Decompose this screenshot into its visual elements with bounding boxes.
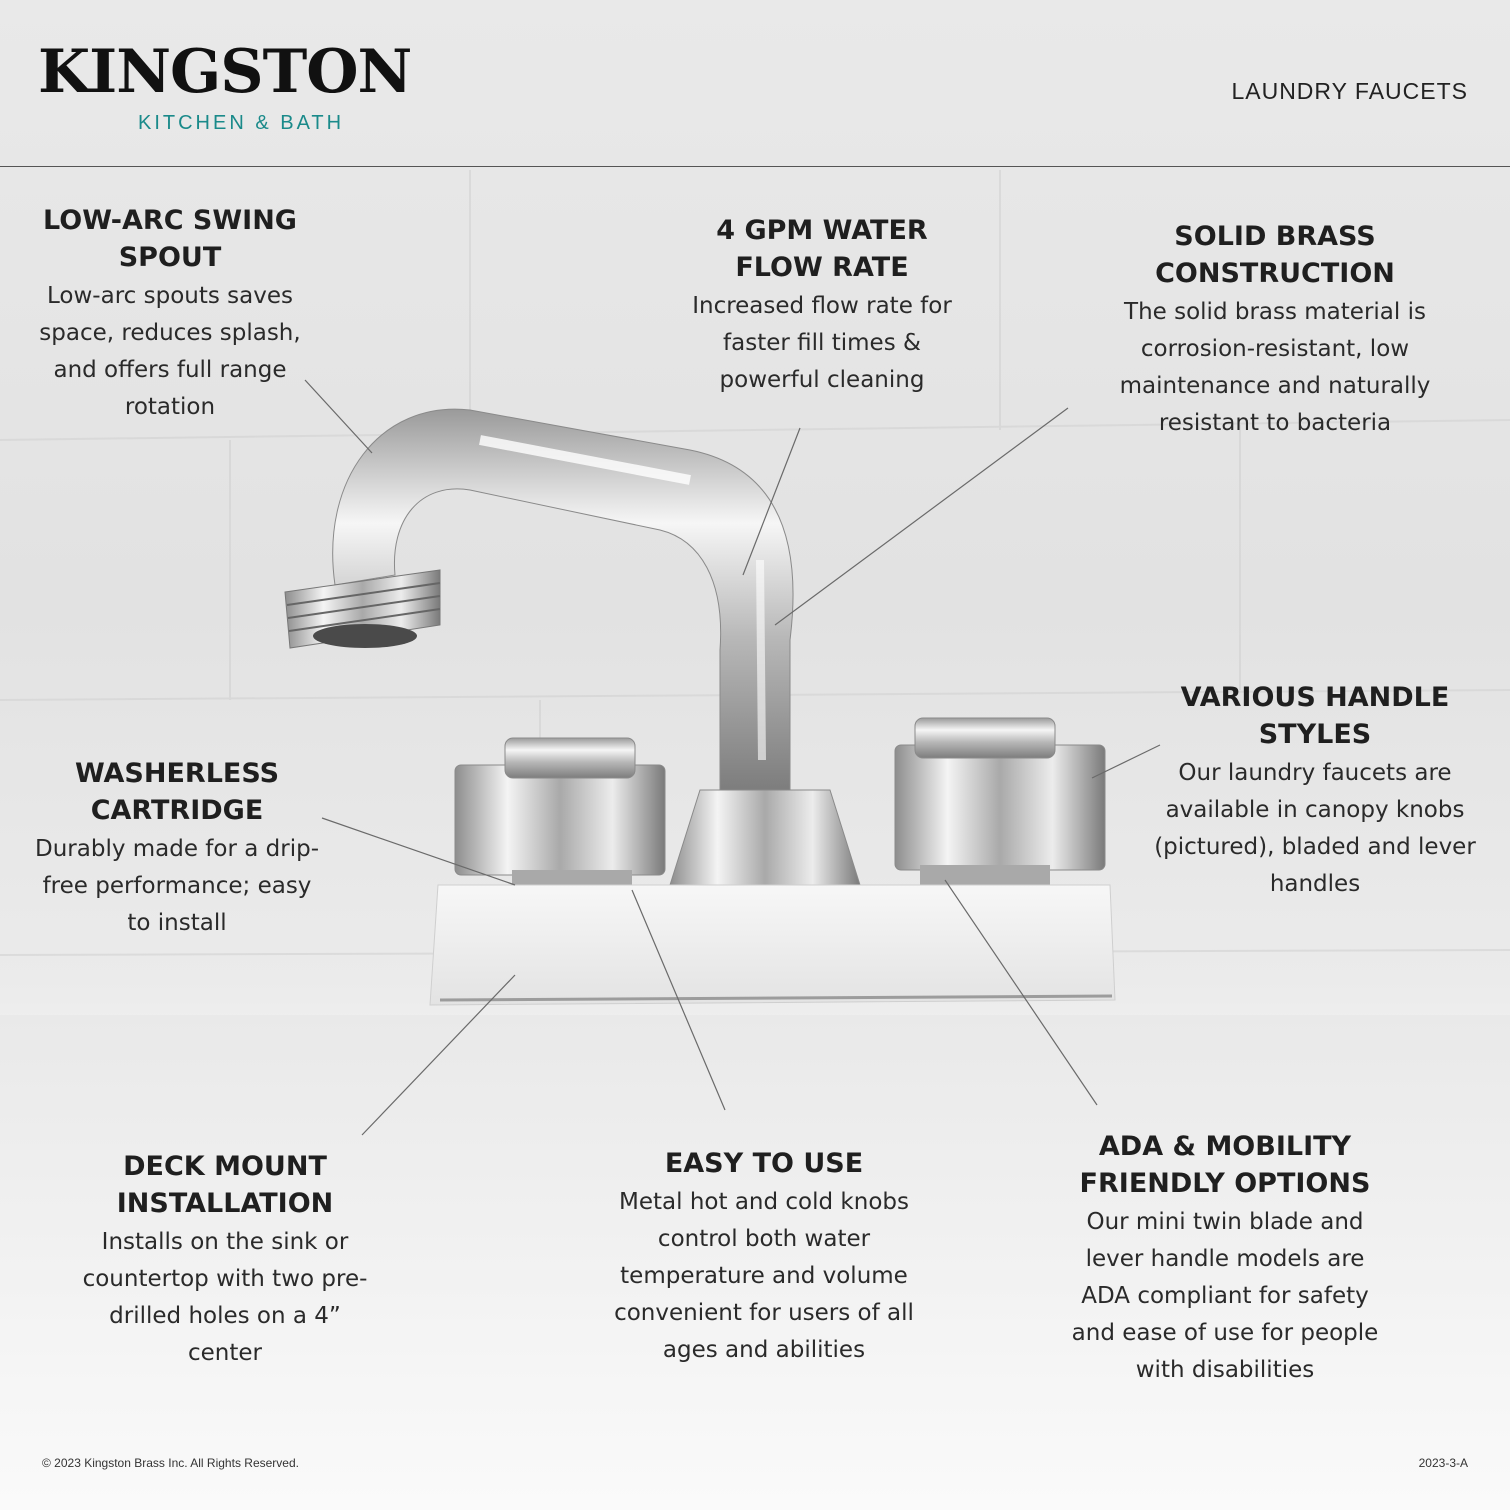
header-divider — [0, 166, 1510, 167]
category-label: LAUNDRY FAUCETS — [1231, 78, 1468, 104]
feature-title: ADA & MOBILITY FRIENDLY OPTIONS — [1079, 1131, 1371, 1199]
brand-logo — [38, 37, 458, 135]
feature-body: Our mini twin blade and lever handle models are ADA compliant for safety and ease of use for people with disabilities — [1071, 1209, 1379, 1383]
feature-body: Metal hot and cold knobs control both water temperature and volume convenient for users of all ages and abilities — [614, 1189, 914, 1363]
feature-title: LOW-ARC SWING SPOUT — [43, 205, 297, 273]
feature-title: 4 GPM WATER FLOW RATE — [716, 215, 928, 283]
right-knob — [895, 718, 1105, 887]
feature-handles — [1150, 679, 1480, 903]
aerator — [285, 570, 440, 648]
brand-subtitle: KITCHEN & BATH — [138, 112, 345, 134]
feature-title: SOLID BRASS CONSTRUCTION — [1155, 221, 1395, 289]
feature-flow-rate — [690, 212, 954, 399]
left-knob — [455, 738, 665, 890]
spout-base — [670, 790, 860, 885]
deck-plate — [430, 885, 1115, 1005]
feature-title: WASHERLESS CARTRIDGE — [74, 758, 280, 826]
feature-body: Durably made for a drip-free performance; easy to install — [35, 836, 319, 936]
feature-body: The solid brass material is corrosion-resistant, low maintenance and naturally resistant to bacteria — [1119, 299, 1431, 436]
feature-body: Installs on the sink or countertop with two pre-drilled holes on a 4” center — [82, 1229, 368, 1366]
brand-name: KINGSTON — [38, 37, 412, 107]
feature-title: EASY TO USE — [664, 1148, 864, 1179]
feature-easy-use — [605, 1145, 923, 1369]
feature-ada — [1070, 1128, 1380, 1389]
feature-title: VARIOUS HANDLE STYLES — [1180, 682, 1450, 750]
feature-brass — [1100, 218, 1450, 442]
feature-body: Increased flow rate for faster fill times & powerful cleaning — [692, 293, 952, 393]
feature-low-arc — [22, 202, 318, 426]
feature-washerless — [30, 755, 324, 942]
feature-title: DECK MOUNT INSTALLATION — [116, 1151, 334, 1219]
feature-deck-mount — [75, 1148, 375, 1372]
copyright-text: © 2023 Kingston Brass Inc. All Rights Reserved. — [42, 1456, 299, 1470]
feature-body: Low-arc spouts saves space, reduces splash, and offers full range rotation — [39, 283, 301, 420]
document-code: 2023-3-A — [1418, 1456, 1468, 1470]
feature-body: Our laundry faucets are available in canopy knobs (pictured), bladed and lever handles — [1154, 760, 1476, 897]
